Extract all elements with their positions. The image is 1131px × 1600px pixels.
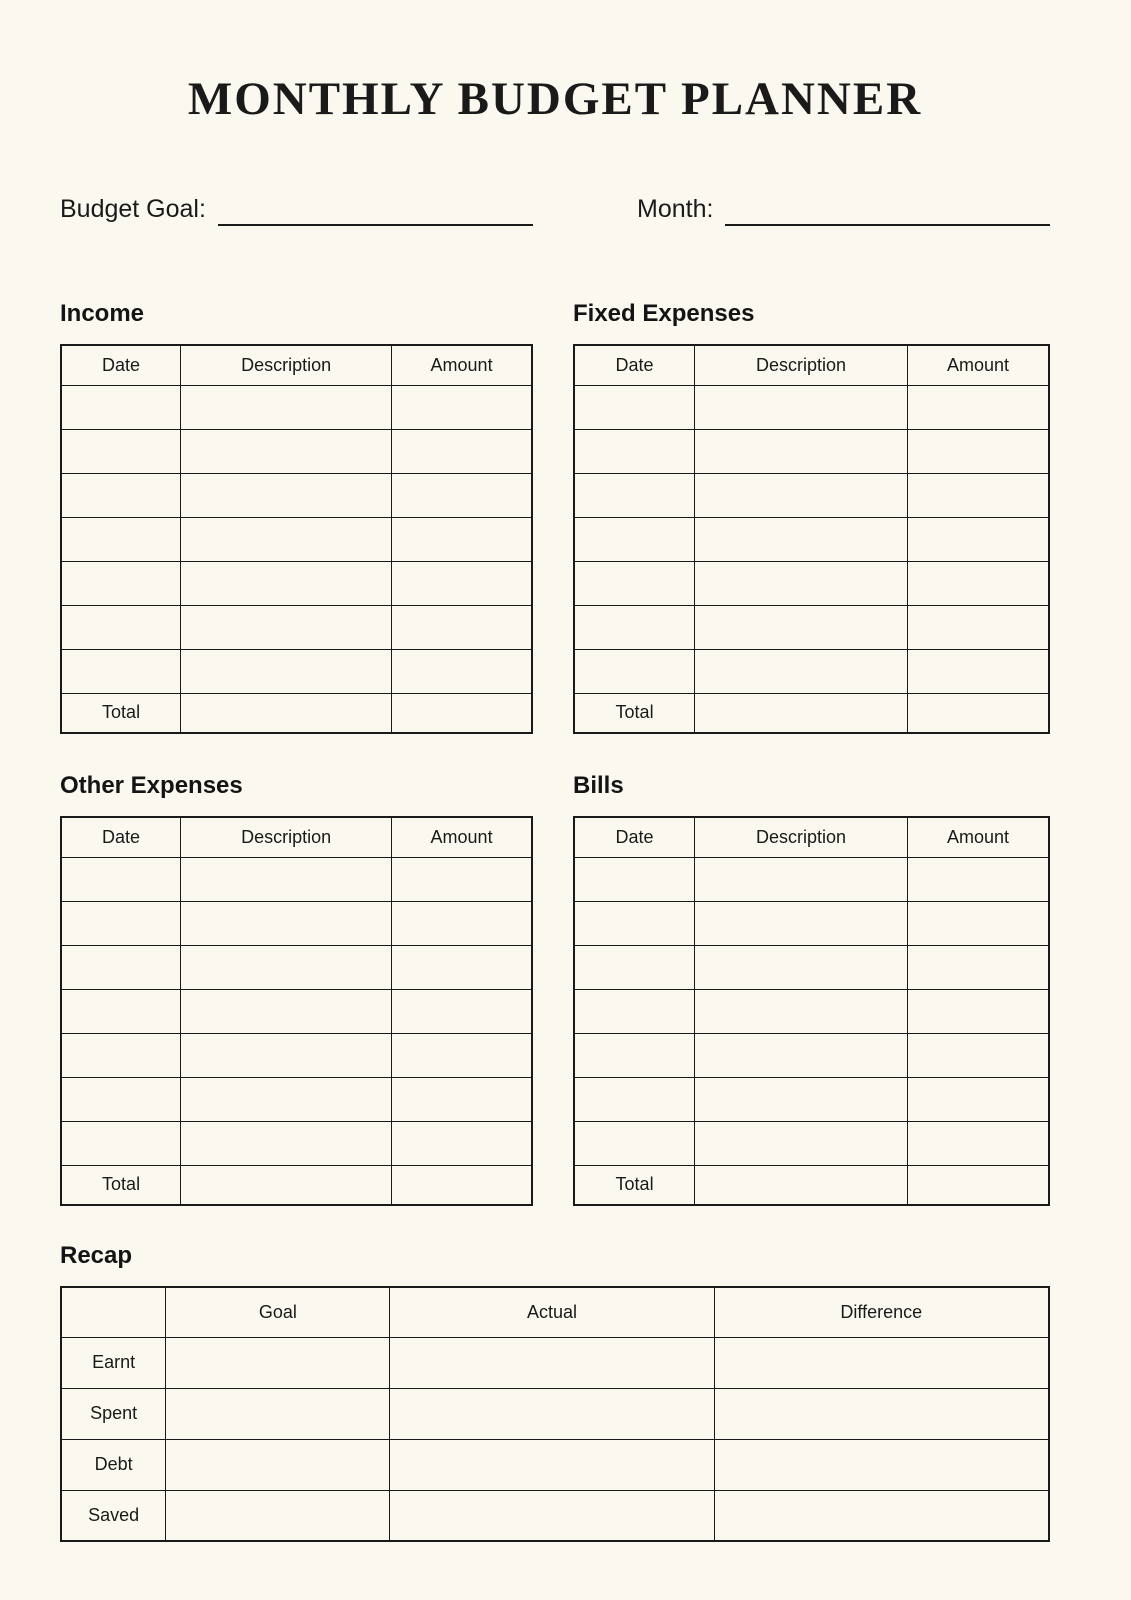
date-cell [61, 385, 181, 429]
other-expenses-total-label: Total [61, 1165, 181, 1205]
amount-cell [392, 989, 532, 1033]
date-cell [61, 901, 181, 945]
page-title: MONTHLY BUDGET PLANNER [187, 73, 923, 125]
recap-row-saved [61, 1490, 1049, 1541]
empty-table-row [574, 1077, 1049, 1121]
recap-debt-goal-cell [166, 1439, 390, 1490]
amount-cell [392, 473, 532, 517]
other-expenses-section-title: Other Expenses [60, 772, 243, 799]
fixed-expenses-total-description-cell [695, 693, 908, 733]
empty-table-row [574, 473, 1049, 517]
other-expenses-total-amount-cell [392, 1165, 532, 1205]
empty-table-row [61, 1077, 532, 1121]
description-cell [181, 1077, 392, 1121]
date-cell [574, 1033, 695, 1077]
amount-cell [907, 901, 1049, 945]
amount-cell [907, 857, 1049, 901]
date-cell [61, 517, 181, 561]
description-cell [695, 385, 908, 429]
recap-row-spent [61, 1388, 1049, 1439]
empty-table-row [61, 473, 532, 517]
recap-header-difference: Difference [714, 1287, 1049, 1337]
recap-row-label-spent: Spent [61, 1388, 166, 1439]
amount-cell [907, 945, 1049, 989]
bills-total-label: Total [574, 1165, 695, 1205]
recap-earnt-actual-cell [390, 1337, 714, 1388]
empty-table-row [61, 1033, 532, 1077]
recap-header-actual: Actual [390, 1287, 714, 1337]
empty-table-row [61, 989, 532, 1033]
budget-goal-field [60, 192, 533, 226]
bills-section [573, 772, 1050, 1206]
income-header-row [61, 345, 532, 385]
recap-debt-difference-cell [714, 1439, 1049, 1490]
description-cell [695, 1121, 908, 1165]
fixed-expenses-header-row [574, 345, 1049, 385]
date-cell [574, 385, 695, 429]
date-cell [574, 1121, 695, 1165]
date-cell [61, 945, 181, 989]
fixed-expenses-section-title: Fixed Expenses [573, 300, 755, 327]
amount-cell [907, 385, 1049, 429]
date-cell [574, 605, 695, 649]
date-cell [574, 989, 695, 1033]
date-cell [61, 1033, 181, 1077]
amount-cell [392, 649, 532, 693]
empty-table-row [574, 1033, 1049, 1077]
description-cell [181, 945, 392, 989]
recap-spent-goal-cell [166, 1388, 390, 1439]
fixed-expenses-total-row [574, 693, 1049, 733]
amount-cell [907, 517, 1049, 561]
income-header-date: Date [61, 345, 181, 385]
recap-section [60, 1242, 1050, 1542]
month-fill-line [725, 192, 1050, 226]
empty-table-row [574, 605, 1049, 649]
recap-saved-difference-cell [714, 1490, 1049, 1541]
amount-cell [907, 1077, 1049, 1121]
empty-table-row [61, 857, 532, 901]
description-cell [695, 1033, 908, 1077]
bills-header-amount: Amount [907, 817, 1049, 857]
amount-cell [907, 429, 1049, 473]
income-section [60, 300, 533, 734]
description-cell [695, 945, 908, 989]
recap-table [60, 1286, 1050, 1542]
date-cell [61, 561, 181, 605]
recap-spent-actual-cell [390, 1388, 714, 1439]
amount-cell [907, 605, 1049, 649]
income-total-description-cell [181, 693, 392, 733]
budget-goal-fill-line [218, 192, 533, 226]
income-header-description: Description [181, 345, 392, 385]
recap-header-row [61, 1287, 1049, 1337]
empty-table-row [61, 561, 532, 605]
empty-table-row [574, 989, 1049, 1033]
amount-cell [907, 473, 1049, 517]
recap-corner-cell [61, 1287, 166, 1337]
recap-row-earnt [61, 1337, 1049, 1388]
amount-cell [392, 517, 532, 561]
recap-row-debt [61, 1439, 1049, 1490]
description-cell [695, 429, 908, 473]
amount-cell [392, 1121, 532, 1165]
empty-table-row [574, 649, 1049, 693]
empty-table-row [61, 605, 532, 649]
recap-earnt-goal-cell [166, 1337, 390, 1388]
recap-section-title: Recap [60, 1242, 133, 1269]
month-label: Month: [637, 195, 714, 223]
amount-cell [392, 1077, 532, 1121]
date-cell [61, 1077, 181, 1121]
fixed-expenses-section [573, 300, 1050, 734]
amount-cell [392, 385, 532, 429]
recap-debt-actual-cell [390, 1439, 714, 1490]
income-table [60, 344, 533, 734]
other-expenses-header-row [61, 817, 532, 857]
date-cell [61, 857, 181, 901]
fixed-expenses-total-amount-cell [907, 693, 1049, 733]
bills-section-title: Bills [573, 772, 624, 799]
amount-cell [392, 857, 532, 901]
other-expenses-section [60, 772, 533, 1206]
other-expenses-header-description: Description [181, 817, 392, 857]
month-field [573, 192, 1050, 226]
description-cell [181, 1121, 392, 1165]
amount-cell [392, 429, 532, 473]
amount-cell [907, 1121, 1049, 1165]
empty-table-row [574, 945, 1049, 989]
empty-table-row [61, 649, 532, 693]
income-total-row [61, 693, 532, 733]
amount-cell [392, 605, 532, 649]
bills-table [573, 816, 1050, 1206]
income-section-title: Income [60, 300, 145, 327]
description-cell [181, 989, 392, 1033]
date-cell [574, 901, 695, 945]
amount-cell [392, 1033, 532, 1077]
description-cell [181, 561, 392, 605]
empty-table-row [574, 901, 1049, 945]
date-cell [574, 429, 695, 473]
description-cell [181, 429, 392, 473]
date-cell [574, 945, 695, 989]
other-expenses-header-amount: Amount [392, 817, 532, 857]
date-cell [574, 857, 695, 901]
description-cell [695, 517, 908, 561]
description-cell [695, 473, 908, 517]
budget-tables-grid [60, 300, 1050, 1206]
income-total-label: Total [61, 693, 181, 733]
description-cell [181, 385, 392, 429]
date-cell [61, 429, 181, 473]
amount-cell [907, 1033, 1049, 1077]
description-cell [181, 473, 392, 517]
amount-cell [907, 989, 1049, 1033]
fixed-expenses-header-amount: Amount [907, 345, 1049, 385]
recap-row-label-saved: Saved [61, 1490, 166, 1541]
empty-table-row [574, 429, 1049, 473]
description-cell [695, 561, 908, 605]
description-cell [181, 517, 392, 561]
date-cell [574, 517, 695, 561]
empty-table-row [574, 1121, 1049, 1165]
empty-table-row [61, 1121, 532, 1165]
description-cell [695, 901, 908, 945]
date-cell [61, 473, 181, 517]
date-cell [61, 1121, 181, 1165]
date-cell [574, 649, 695, 693]
bills-header-date: Date [574, 817, 695, 857]
recap-earnt-difference-cell [714, 1337, 1049, 1388]
empty-table-row [61, 385, 532, 429]
recap-header-goal: Goal [166, 1287, 390, 1337]
empty-table-row [574, 517, 1049, 561]
income-header-amount: Amount [392, 345, 532, 385]
description-cell [695, 605, 908, 649]
description-cell [181, 649, 392, 693]
bills-total-amount-cell [907, 1165, 1049, 1205]
other-expenses-table [60, 816, 533, 1206]
empty-table-row [61, 945, 532, 989]
other-expenses-header-date: Date [61, 817, 181, 857]
date-cell [574, 561, 695, 605]
date-cell [574, 473, 695, 517]
bills-total-description-cell [695, 1165, 908, 1205]
description-cell [181, 605, 392, 649]
amount-cell [907, 561, 1049, 605]
description-cell [695, 989, 908, 1033]
recap-spent-difference-cell [714, 1388, 1049, 1439]
fixed-expenses-table [573, 344, 1050, 734]
empty-table-row [574, 561, 1049, 605]
date-cell [61, 605, 181, 649]
recap-saved-actual-cell [390, 1490, 714, 1541]
income-total-amount-cell [392, 693, 532, 733]
date-cell [61, 649, 181, 693]
empty-table-row [574, 385, 1049, 429]
empty-table-row [61, 901, 532, 945]
fixed-expenses-total-label: Total [574, 693, 695, 733]
amount-cell [392, 901, 532, 945]
description-cell [181, 901, 392, 945]
date-cell [574, 1077, 695, 1121]
empty-table-row [574, 857, 1049, 901]
description-cell [181, 857, 392, 901]
amount-cell [392, 945, 532, 989]
header-fields [60, 192, 1050, 226]
amount-cell [907, 649, 1049, 693]
bills-total-row [574, 1165, 1049, 1205]
description-cell [695, 649, 908, 693]
empty-table-row [61, 429, 532, 473]
budget-goal-label: Budget Goal: [60, 195, 206, 223]
description-cell [695, 1077, 908, 1121]
fixed-expenses-header-date: Date [574, 345, 695, 385]
description-cell [695, 857, 908, 901]
recap-row-label-earnt: Earnt [61, 1337, 166, 1388]
empty-table-row [61, 517, 532, 561]
recap-row-label-debt: Debt [61, 1439, 166, 1490]
amount-cell [392, 561, 532, 605]
fixed-expenses-header-description: Description [695, 345, 908, 385]
recap-saved-goal-cell [166, 1490, 390, 1541]
description-cell [181, 1033, 392, 1077]
bills-header-row [574, 817, 1049, 857]
other-expenses-total-row [61, 1165, 532, 1205]
bills-header-description: Description [695, 817, 908, 857]
date-cell [61, 989, 181, 1033]
other-expenses-total-description-cell [181, 1165, 392, 1205]
